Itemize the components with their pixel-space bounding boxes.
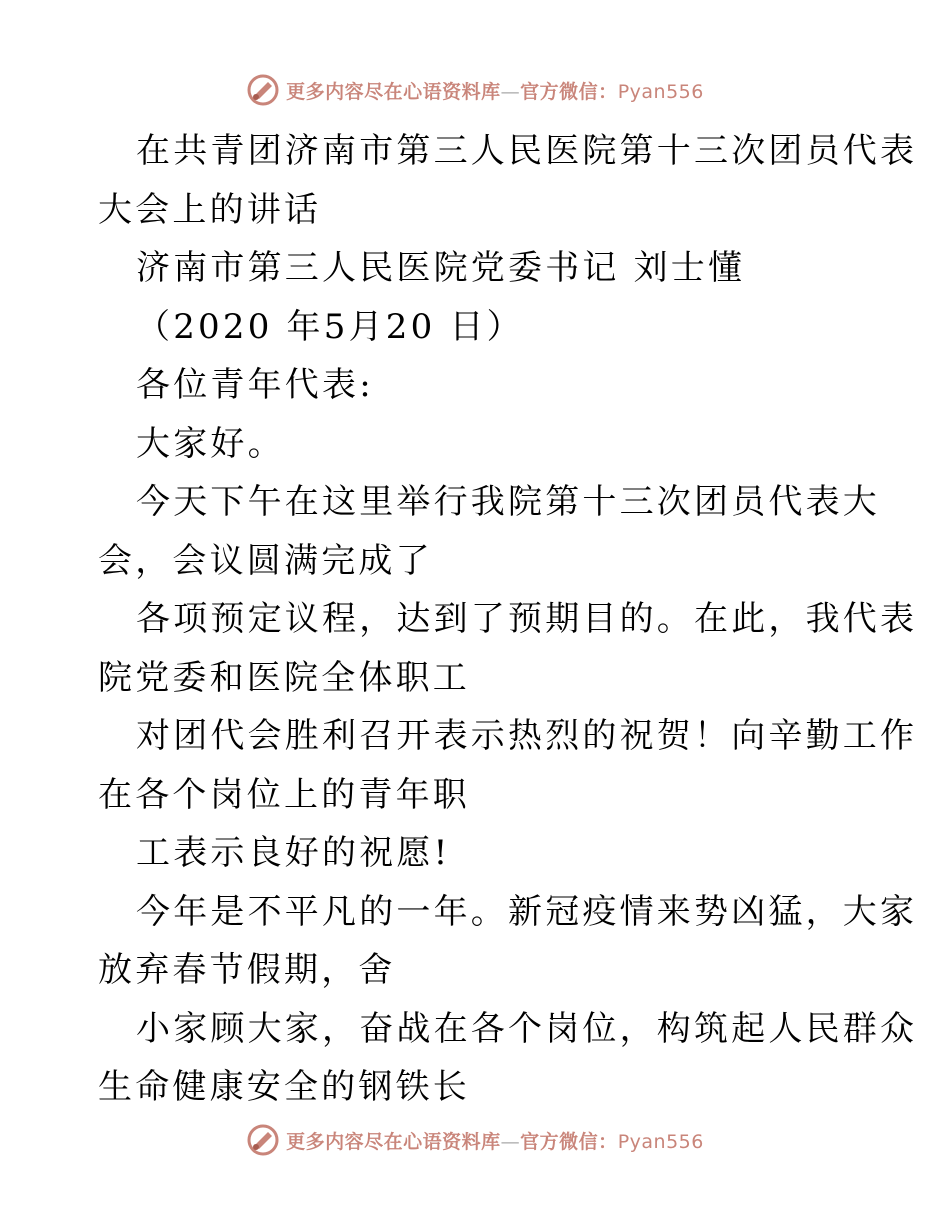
watermark-wechat-id: Pyan556 bbox=[617, 80, 704, 103]
watermark-separator: — bbox=[500, 80, 521, 103]
header-watermark bbox=[0, 70, 950, 110]
document-body bbox=[98, 122, 918, 1117]
text-line: 会，会议圆满完成了 bbox=[98, 540, 433, 581]
footer-watermark bbox=[0, 1120, 950, 1160]
text-line: 济南市第三人民医院党委书记 刘士懂 bbox=[136, 248, 746, 288]
text-line: 今年是不平凡的一年。新冠疫情来势凶猛，大家 bbox=[136, 891, 918, 932]
text-line: 对团代会胜利召开表示热烈的祝贺！向辛勤工作 bbox=[136, 716, 918, 756]
text-line: （2020 年5月20 日） bbox=[136, 306, 524, 347]
watermark-wechat-label: 官方微信： bbox=[520, 80, 618, 103]
text-line: 在各个岗位上的青年职 bbox=[98, 774, 470, 815]
text-line: 大家好。 bbox=[136, 423, 285, 464]
watermark-text bbox=[286, 77, 704, 104]
watermark-wechat-label: 官方微信： bbox=[520, 1130, 618, 1153]
text-line: 大会上的讲话 bbox=[98, 189, 322, 230]
watermark-wechat-id: Pyan556 bbox=[617, 1130, 704, 1153]
text-line: 各项预定议程，达到了预期目的。在此，我代表 bbox=[136, 599, 918, 639]
text-line: 工表示良好的祝愿! bbox=[136, 833, 451, 873]
watermark-brand: 更多内容尽在心语资料库 bbox=[286, 80, 501, 103]
text-line: 今天下午在这里举行我院第十三次团员代表大 bbox=[136, 482, 880, 522]
book-pen-seal-icon bbox=[246, 1123, 280, 1157]
watermark-brand: 更多内容尽在心语资料库 bbox=[286, 1130, 501, 1153]
text-line: 生命健康安全的钢铁长 bbox=[98, 1067, 470, 1107]
watermark-separator: — bbox=[500, 1130, 521, 1153]
text-line: 各位青年代表: bbox=[136, 365, 374, 405]
text-line: 小家顾大家，奋战在各个岗位，构筑起人民群众 bbox=[136, 1008, 918, 1049]
watermark-text bbox=[286, 1127, 704, 1154]
text-line: 在共青团济南市第三人民医院第十三次团员代表 bbox=[136, 131, 918, 171]
book-pen-seal-icon bbox=[246, 73, 280, 107]
text-line: 院党委和医院全体职工 bbox=[98, 657, 470, 698]
text-line: 放弃春节假期，舍 bbox=[98, 950, 396, 990]
